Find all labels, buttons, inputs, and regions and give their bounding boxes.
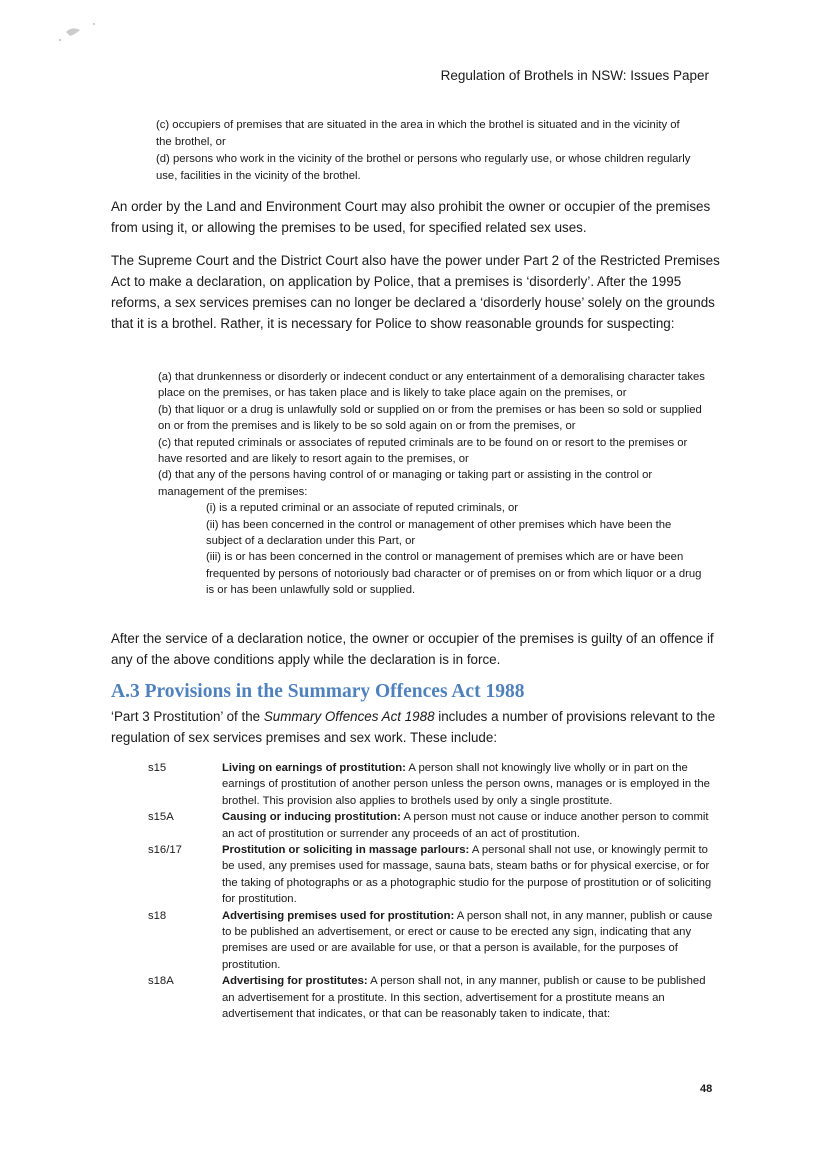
quoted-list-suspecting bbox=[158, 369, 710, 599]
paragraph-section-intro: ‘Part 3 Prostitution’ of the Summary Offences Act 1988 includes a number of provisions relevant to the regulation of sex services premises and sex work. These include: bbox=[111, 709, 716, 745]
paragraph-land-environment-court: An order by the Land and Environment Court may also prohibit the owner or occupier of the premises from using it, or allowing the premises to be used, for specified related sex uses. bbox=[111, 199, 711, 235]
quote-subitem: (ii) has been concerned in the control or management of other premises which have been the subject of a declaration under this Part, or bbox=[206, 518, 672, 548]
provision-title: Advertising for prostitutes: bbox=[222, 975, 368, 988]
provision-code: s15A bbox=[148, 811, 174, 824]
quote-item: (d) persons who work in the vicinity of the brothel or persons who regularly use, or whose children regularly use, facilities in the vicinity of the brothel. bbox=[156, 153, 691, 182]
provision-row bbox=[148, 809, 714, 842]
quote-item: (a) that drunkenness or disorderly or indecent conduct or any entertainment of a demoralising character takes place on the premises, or has taken place and is likely to take place again on the premises, or bbox=[158, 371, 705, 400]
provision-text: A person must not cause or induce another person to commit an act of prostitution or surrender any proceeds of an act of prostitution. bbox=[222, 811, 709, 840]
provision-text: A person shall not knowingly live wholly or in part on the earnings of prostitution of another person unless the person owns, manages or is employed in the brothel. This provision also applies to brothels used by only a single prostitute. bbox=[222, 762, 710, 807]
provision-code: s16/17 bbox=[148, 844, 182, 857]
scan-smudge-mark bbox=[58, 22, 98, 42]
quote-item: (d) that any of the persons having control of or managing or taking part or assisting in the control or management of the premises: bbox=[158, 469, 653, 498]
section-heading: A.3 Provisions in the Summary Offences Act 1988 bbox=[111, 681, 525, 702]
provision-row bbox=[148, 842, 714, 908]
provision-title: Prostitution or soliciting in massage parlours: bbox=[222, 844, 470, 857]
quoted-list-occupiers bbox=[156, 117, 696, 185]
quote-subitem: (i) is a reputed criminal or an associate of reputed criminals, or bbox=[206, 502, 519, 515]
provision-text: A personal shall not use, or knowingly permit to be used, any premises used for massage, sauna bats, steam baths or for physical exercise, or for the taking of photographs or as a photographic studio for the purpose of prostitution or of soliciting for prostitution. bbox=[222, 844, 712, 906]
running-header: Regulation of Brothels in NSW: Issues Paper bbox=[440, 68, 709, 83]
paragraph-supreme-court: The Supreme Court and the District Court also have the power under Part 2 of the Restricted Premises Act to make a declaration, on application by Police, that a premises is ‘disorderly’. After the 1995 reforms, a sex services premises can no longer be declared a ‘disorderly house’ solely on the grounds that it is a brothel. Rather, it is necessary for Police to show reasonable grounds for suspecting: bbox=[111, 253, 720, 331]
provision-code: s18 bbox=[148, 909, 167, 922]
quote-item: (c) occupiers of premises that are situated in the area in which the brothel is situated and in the vicinity of the brothel, or bbox=[156, 119, 680, 148]
provision-title: Causing or inducing prostitution: bbox=[222, 811, 401, 824]
quote-item: (b) that liquor or a drug is unlawfully sold or supplied on or from the premises or has been so sold or supplied on or from the premises and is likely to be so sold again on or from the premises, or bbox=[158, 403, 702, 433]
provision-code: s18A bbox=[148, 975, 174, 988]
provision-code: s15 bbox=[148, 762, 167, 774]
provision-row bbox=[148, 908, 714, 974]
provision-title: Living on earnings of prostitution: bbox=[222, 762, 406, 774]
provisions-list bbox=[148, 760, 714, 1023]
provision-row bbox=[148, 760, 714, 809]
act-title: Summary Offences Act 1988 bbox=[263, 709, 435, 724]
provision-text: A person shall not, in any manner, publish or cause to be published an advertisement for a prostitute. In this section, advertisement for a prostitute means an advertisement that indicates, or that can be reasonably taken to indicate, that: bbox=[222, 975, 706, 1021]
page-number: 48 bbox=[700, 1083, 713, 1095]
paragraph-declaration-notice: After the service of a declaration notice, the owner or occupier of the premises is guilty of an offence if any of the above conditions apply while the declaration is in force. bbox=[111, 631, 714, 667]
provision-text: A person shall not, in any manner, publish or cause to be published an advertisement, or erect or cause to be erected any sign, indicating that any premises are used or are available for use, or that a person is available, for the purposes of prostitution. bbox=[222, 909, 713, 971]
quote-item: (c) that reputed criminals or associates of reputed criminals are to be found on or resort to the premises or have resorted and are likely to resort again to the premises, or bbox=[158, 436, 688, 466]
provision-row bbox=[148, 973, 714, 1022]
quote-subitem: (iii) is or has been concerned in the control or management of premises which are or have been frequented by persons of notoriously bad character or of premises on or from which liquor or a drug is or has been unlawfully sold or supplied. bbox=[206, 551, 702, 597]
provision-title: Advertising premises used for prostitution: bbox=[222, 909, 455, 922]
